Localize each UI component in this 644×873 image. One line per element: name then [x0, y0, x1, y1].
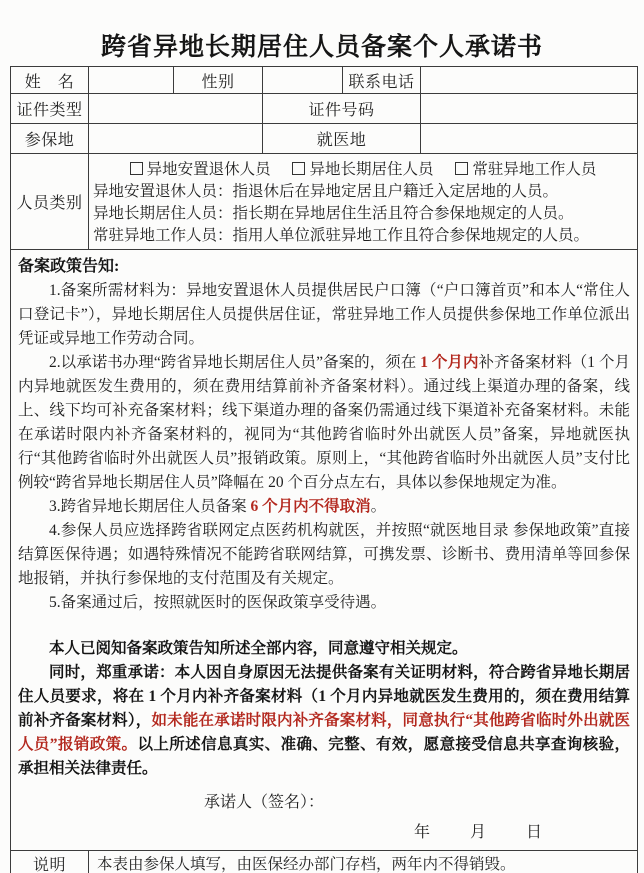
policy-heading: 备案政策告知:	[18, 258, 120, 275]
row-places	[11, 124, 638, 154]
date-month-label: 月	[470, 824, 487, 841]
id-number-value-cell	[421, 94, 638, 124]
form-table	[10, 66, 638, 873]
text-segment: 同时，郑重承诺：本人因自身原因无法提供备案有关证明材料，符合跨省异地长期居住人员要求，将在 1 个月内补齐备案材料（1 个月内异地就医发生费用的，须在费用结算前补齐备案材料），	[18, 664, 630, 729]
option-long-term-resident	[292, 161, 433, 178]
gender-label: 性别	[174, 67, 263, 94]
id-type-value-cell	[89, 94, 263, 124]
option-retired-label: 异地安置退休人员	[146, 161, 271, 178]
policy-item-5: 5.备案通过后，按照就医时的医保政策享受待遇。	[49, 594, 387, 611]
name-label: 姓 名	[11, 67, 89, 94]
text-segment: 3.跨省异地长期居住人员备案	[49, 498, 251, 515]
checkbox-icon	[455, 162, 468, 175]
option-retired	[130, 161, 271, 178]
policy-item-1: 1.备案所需材料为：异地安置退休人员提供居民户口簿（“户口簿首页”和本人“常住人口登记卡”），异地长期居住人员提供居住证，常驻异地工作人员提供参保地工作单位派出凭证或异地工作劳动合同。	[18, 282, 630, 347]
row-policy	[11, 250, 638, 851]
text-segment: 如未能在承诺时限内补齐备案材料，同意执行“其他跨省临时外出就医人员”报销政策。	[18, 712, 630, 753]
definition-stationed-worker: 常驻异地工作人员：指用人单位派驻异地工作且符合参保地规定的人员。	[93, 227, 590, 244]
id-type-label: 证件类型	[11, 94, 89, 124]
person-type-cell	[89, 154, 638, 250]
insured-place-label: 参保地	[11, 124, 89, 154]
gender-value-cell	[263, 67, 343, 94]
text-segment: 补齐备案材料（1 个月内异地就医发生费用的，须在费用结算前补齐备案材料）。通过线上渠道办理的备案，线上、线下均可补充备案材料；线下渠道办理的备案仍需通过线下渠道补充备案材料。未能在承诺时限内补齐备案材料的，视同为“其他跨省临时外出就医人员”备案，异地就医执行“其他跨省临时外出就医人员”报销政策。原则上，“其他跨省临时外出就医人员”支付比例较“跨省异地长期居住人员”降幅在 20 个百分点左右，具体以参保地规定为准。	[18, 354, 630, 491]
name-value-cell	[89, 67, 174, 94]
commitment-promise	[18, 661, 630, 781]
date-day-label: 日	[526, 824, 543, 841]
option-stationed-worker-label: 常驻异地工作人员	[472, 161, 597, 178]
row-id	[11, 94, 638, 124]
commitment-block	[18, 637, 630, 781]
row-note	[11, 851, 638, 873]
date-row	[18, 820, 630, 845]
page-title: 跨省异地长期居住人员备案个人承诺书	[100, 34, 543, 61]
person-type-label: 人员类别	[11, 154, 89, 250]
definition-long-term-resident: 异地长期居住人员：指长期在异地居住生活且符合参保地规定的人员。	[93, 205, 574, 222]
signature-label: 承诺人（签名）：	[204, 794, 325, 811]
text-segment: 6 个月内不得取消	[250, 498, 371, 515]
policy-item-2	[18, 351, 630, 495]
person-type-options	[93, 157, 633, 179]
checkbox-icon	[130, 162, 143, 175]
definition-retired: 异地安置退休人员：指退休后在异地定居且户籍迁入定居地的人员。	[93, 183, 559, 200]
row-person-type	[11, 154, 638, 250]
note-label: 说明	[11, 851, 89, 873]
treatment-place-value-cell	[421, 124, 638, 154]
date-year-label: 年	[414, 824, 431, 841]
option-stationed-worker	[455, 161, 596, 178]
text-segment: 1 个月内	[420, 354, 479, 371]
text-segment: 以上所述信息真实、准确、完整、有效，愿意接受信息共享查询核验，承担相关法律责任。	[18, 736, 630, 777]
phone-value-cell	[421, 67, 638, 94]
text-segment: 。	[370, 498, 387, 515]
text-segment: 2.以承诺书办理“跨省异地长期居住人员”备案的，须在	[49, 354, 421, 371]
treatment-place-label: 就医地	[263, 124, 421, 154]
policy-item-4: 4.参保人员应选择跨省联网定点医药机构就医，并按照“就医地目录 参保地政策”直接结算医保待遇；如遇特殊情况不能跨省联网结算，可携发票、诊断书、费用清单等回参保地报销，并执行参保地的支付范围及有关规定。	[18, 522, 630, 587]
policy-item-3	[18, 495, 630, 519]
note-text: 本表由参保人填写，由医保经办部门存档，两年内不得销毁。	[89, 851, 638, 873]
row-name-gender-phone	[11, 67, 638, 94]
policy-cell	[11, 250, 638, 851]
checkbox-icon	[292, 162, 305, 175]
commitment-acknowledgement: 本人已阅知备案政策告知所述全部内容，同意遵守相关规定。	[49, 640, 468, 657]
id-number-label: 证件号码	[263, 94, 421, 124]
signature-row	[18, 790, 630, 815]
phone-label: 联系电话	[343, 67, 421, 94]
option-long-term-resident-label: 异地长期居住人员	[309, 161, 434, 178]
insured-place-value-cell	[89, 124, 263, 154]
